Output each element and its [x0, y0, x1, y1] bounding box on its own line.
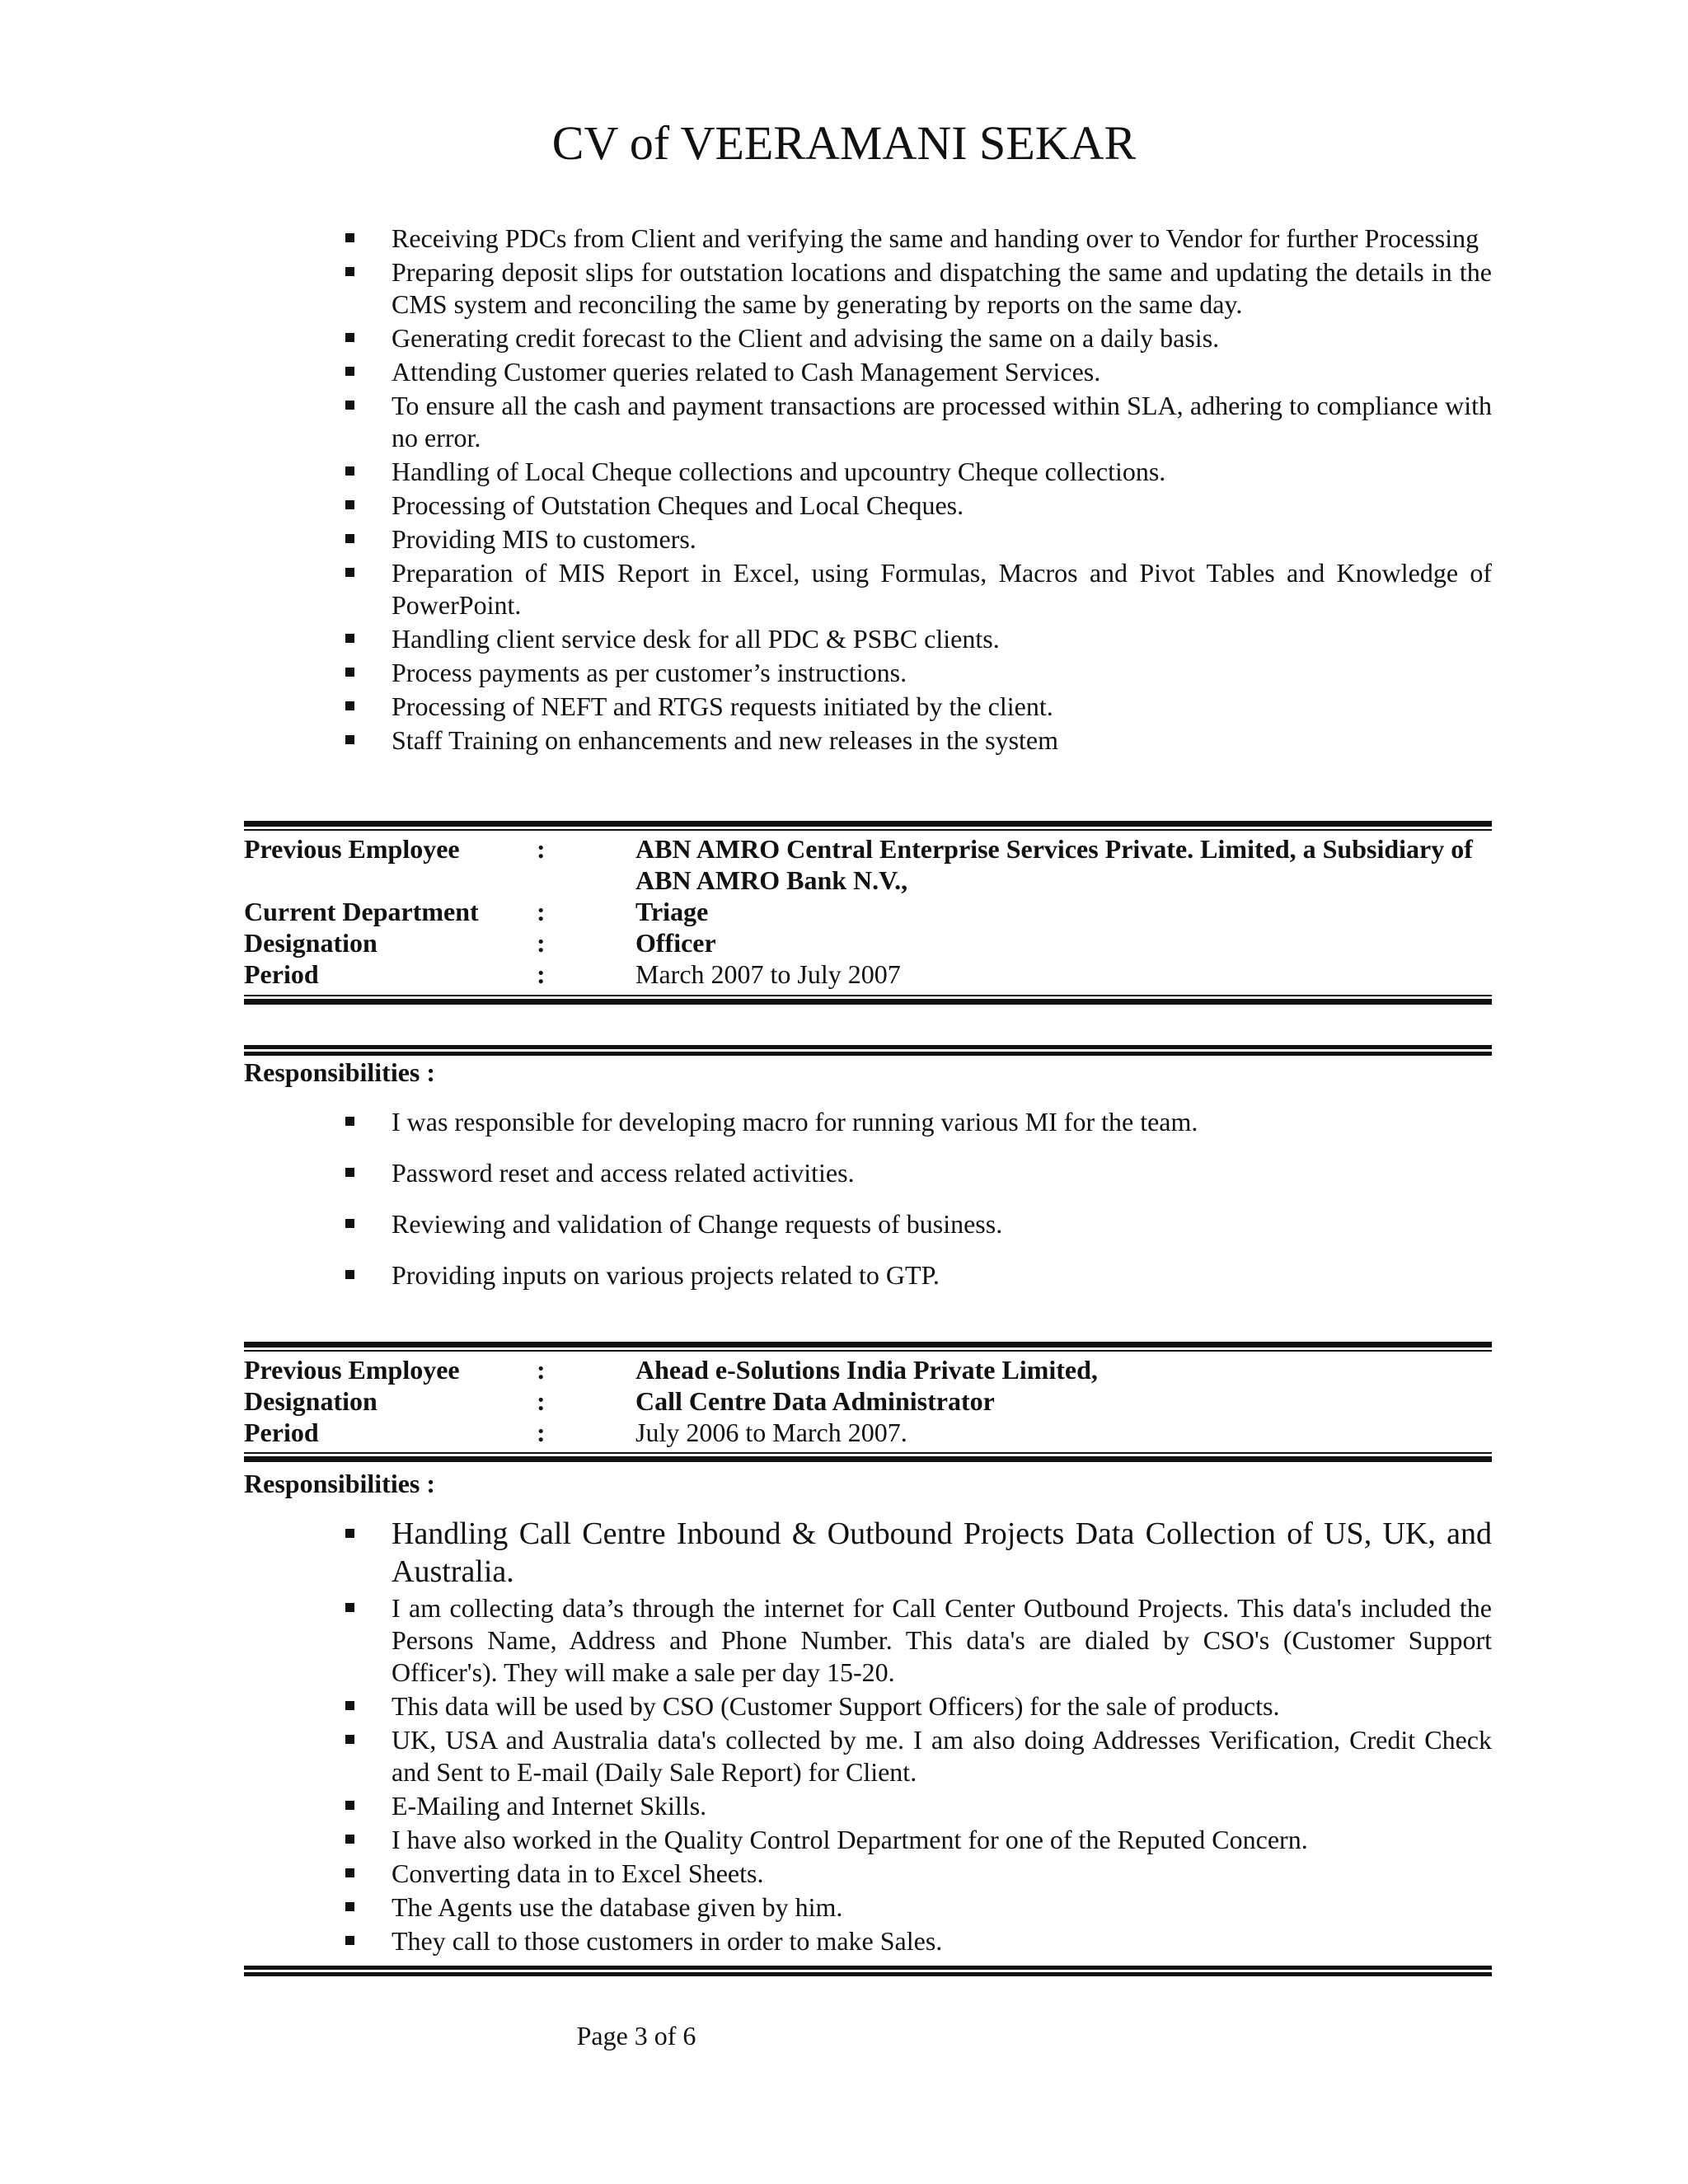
- section-divider: [244, 1342, 1492, 1352]
- list-item: Preparing deposit slips for outstation locations and dispatching the same and updating the details in the CMS system and reconciling the same by generating by reports on the same day.: [338, 256, 1492, 321]
- list-item: I was responsible for developing macro for running various MI for the team.: [338, 1106, 1492, 1138]
- employee-label: Previous Employee: [244, 1355, 460, 1385]
- section-divider: [244, 1452, 1492, 1462]
- responsibilities-heading: Responsibilities :: [244, 1469, 436, 1498]
- designation-label: Designation: [244, 928, 377, 958]
- period-value: July 2006 to March 2007.: [635, 1418, 907, 1447]
- employee-value: ABN AMRO Central Enterprise Services Private. Limited, a Subsidiary of ABN AMRO Bank N.V.,: [635, 834, 1473, 895]
- table-row: [244, 896, 1492, 927]
- responsibilities-list: [338, 1106, 1492, 1310]
- list-item: Reviewing and validation of Change requests of business.: [338, 1208, 1492, 1240]
- colon: :: [537, 1418, 546, 1447]
- list-item: UK, USA and Australia data's collected by me. I am also doing Addresses Verification, Credit Check and Sent to E-mail (Daily Sale Report) for Client.: [338, 1724, 1492, 1788]
- section-divider: [244, 995, 1492, 1005]
- list-item: Password reset and access related activities.: [338, 1157, 1492, 1189]
- list-item: They call to those customers in order to make Sales.: [338, 1925, 1492, 1957]
- list-item: The Agents use the database given by him.: [338, 1891, 1492, 1924]
- job-details-table: [244, 1354, 1492, 1448]
- table-row: [244, 1417, 1492, 1448]
- list-item: To ensure all the cash and payment transactions are processed within SLA, adhering to compliance with no error.: [338, 390, 1492, 454]
- list-item: Providing MIS to customers.: [338, 523, 1492, 555]
- period-label: Period: [244, 959, 319, 989]
- list-item: E-Mailing and Internet Skills.: [338, 1790, 1492, 1822]
- table-row: [244, 958, 1492, 990]
- list-item: Preparation of MIS Report in Excel, using Formulas, Macros and Pivot Tables and Knowledge of PowerPoint.: [338, 557, 1492, 621]
- responsibilities-heading: Responsibilities :: [244, 1057, 436, 1087]
- period-label: Period: [244, 1418, 319, 1447]
- colon: :: [537, 928, 546, 958]
- responsibilities-list: [338, 1515, 1492, 1959]
- table-row: [244, 833, 1492, 896]
- table-row: [244, 927, 1492, 958]
- designation-label: Designation: [244, 1386, 377, 1416]
- designation-value: Officer: [635, 928, 716, 958]
- page-title: CV of VEERAMANI SEKAR: [551, 116, 1137, 170]
- list-item: Processing of Outstation Cheques and Local Cheques.: [338, 490, 1492, 522]
- colon: :: [537, 1386, 546, 1416]
- colon: :: [537, 959, 546, 989]
- section-divider: [244, 1045, 1492, 1056]
- department-label: Current Department: [244, 897, 479, 926]
- list-item: I am collecting data’s through the internet for Call Center Outbound Projects. This data's included the Persons Name, Address and Phone Number. This data's are dialed by CSO's (Customer Support Officer's). They will make a sale per day 15-20.: [338, 1592, 1492, 1689]
- table-row: [244, 1354, 1492, 1385]
- colon: :: [537, 834, 546, 864]
- section-divider: [244, 821, 1492, 831]
- list-item: Providing inputs on various projects related to GTP.: [338, 1259, 1492, 1291]
- employee-label: Previous Employee: [244, 834, 460, 864]
- list-item: Process payments as per customer’s instructions.: [338, 657, 1492, 689]
- duties-list: [338, 223, 1492, 758]
- colon: :: [537, 1355, 546, 1385]
- table-row: [244, 1385, 1492, 1417]
- employee-value: Ahead e-Solutions India Private Limited,: [635, 1355, 1098, 1385]
- list-item: Converting data in to Excel Sheets.: [338, 1858, 1492, 1890]
- section-divider: [244, 1966, 1492, 1976]
- department-value: Triage: [635, 897, 709, 926]
- list-item: I have also worked in the Quality Control Department for one of the Reputed Concern.: [338, 1824, 1492, 1856]
- page-number: Page 3 of 6: [576, 2021, 696, 2050]
- list-item: Receiving PDCs from Client and verifying the same and handing over to Vendor for further Processing: [338, 223, 1492, 255]
- designation-value: Call Centre Data Administrator: [635, 1386, 995, 1416]
- job-details-table: [244, 833, 1492, 990]
- list-item: Handling client service desk for all PDC & PSBC clients.: [338, 623, 1492, 655]
- list-item: Handling Call Centre Inbound & Outbound Projects Data Collection of US, UK, and Australia.: [338, 1515, 1492, 1591]
- list-item: Generating credit forecast to the Client and advising the same on a daily basis.: [338, 322, 1492, 354]
- list-item: Staff Training on enhancements and new releases in the system: [338, 724, 1492, 757]
- list-item: Processing of NEFT and RTGS requests initiated by the client.: [338, 691, 1492, 723]
- colon: :: [537, 897, 546, 926]
- list-item: Attending Customer queries related to Cash Management Services.: [338, 356, 1492, 388]
- period-value: March 2007 to July 2007: [635, 959, 901, 989]
- list-item: Handling of Local Cheque collections and upcountry Cheque collections.: [338, 456, 1492, 488]
- list-item: This data will be used by CSO (Customer Support Officers) for the sale of products.: [338, 1690, 1492, 1722]
